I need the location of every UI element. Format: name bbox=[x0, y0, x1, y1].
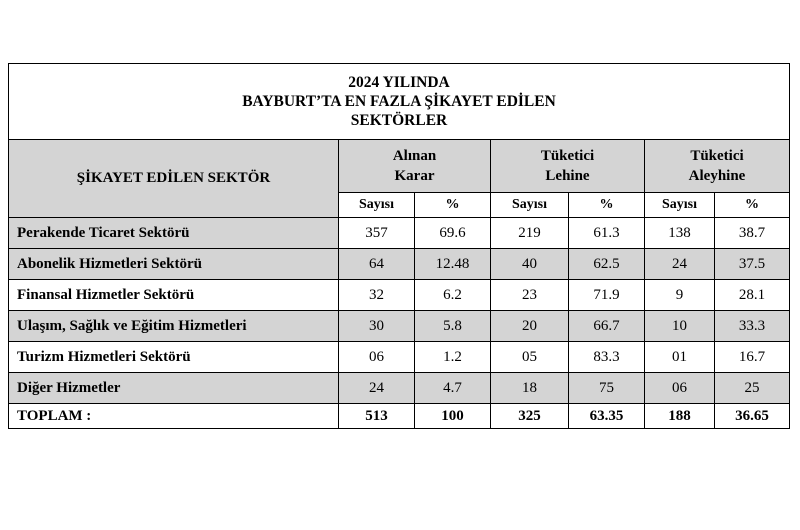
sector-header: ŞİKAYET EDİLEN SEKTÖR bbox=[9, 140, 339, 218]
table-row bbox=[9, 249, 790, 280]
cell-value: 71.9 bbox=[569, 280, 645, 311]
cell-value: 61.3 bbox=[569, 218, 645, 249]
table-row bbox=[9, 342, 790, 373]
cell-value: 62.5 bbox=[569, 249, 645, 280]
count-header: Sayısı bbox=[339, 193, 415, 218]
cell-value: 01 bbox=[645, 342, 715, 373]
cell-value: 32 bbox=[339, 280, 415, 311]
sector-name: Abonelik Hizmetleri Sektörü bbox=[9, 249, 339, 280]
cell-value: 83.3 bbox=[569, 342, 645, 373]
count-header: Sayısı bbox=[645, 193, 715, 218]
total-value: 100 bbox=[415, 404, 491, 429]
cell-value: 33.3 bbox=[715, 311, 790, 342]
table-title bbox=[9, 64, 790, 140]
cell-value: 69.6 bbox=[415, 218, 491, 249]
cell-value: 40 bbox=[491, 249, 569, 280]
sector-name: Diğer Hizmetler bbox=[9, 373, 339, 404]
cell-value: 12.48 bbox=[415, 249, 491, 280]
total-value: 325 bbox=[491, 404, 569, 429]
table-row bbox=[9, 218, 790, 249]
cell-value: 24 bbox=[645, 249, 715, 280]
cell-value: 1.2 bbox=[415, 342, 491, 373]
cell-value: 20 bbox=[491, 311, 569, 342]
cell-value: 30 bbox=[339, 311, 415, 342]
cell-value: 219 bbox=[491, 218, 569, 249]
table-row bbox=[9, 311, 790, 342]
cell-value: 06 bbox=[339, 342, 415, 373]
cell-value: 37.5 bbox=[715, 249, 790, 280]
group-header-decision: Alınan Karar bbox=[339, 140, 491, 193]
cell-value: 38.7 bbox=[715, 218, 790, 249]
cell-value: 6.2 bbox=[415, 280, 491, 311]
cell-value: 138 bbox=[645, 218, 715, 249]
cell-value: 64 bbox=[339, 249, 415, 280]
group-header-against: Tüketici Aleyhine bbox=[645, 140, 790, 193]
cell-value: 357 bbox=[339, 218, 415, 249]
cell-value: 25 bbox=[715, 373, 790, 404]
cell-value: 05 bbox=[491, 342, 569, 373]
title-line-2: BAYBURT’TA EN FAZLA ŞİKAYET EDİLEN bbox=[242, 93, 556, 110]
cell-value: 18 bbox=[491, 373, 569, 404]
cell-value: 28.1 bbox=[715, 280, 790, 311]
cell-value: 06 bbox=[645, 373, 715, 404]
cell-value: 5.8 bbox=[415, 311, 491, 342]
total-value: 63.35 bbox=[569, 404, 645, 429]
sector-name: Ulaşım, Sağlık ve Eğitim Hizmetleri bbox=[9, 311, 339, 342]
sector-name: Perakende Ticaret Sektörü bbox=[9, 218, 339, 249]
percent-header: % bbox=[715, 193, 790, 218]
cell-value: 23 bbox=[491, 280, 569, 311]
cell-value: 24 bbox=[339, 373, 415, 404]
complaints-document bbox=[8, 63, 789, 429]
total-row bbox=[9, 404, 790, 429]
title-line-3: SEKTÖRLER bbox=[350, 112, 448, 129]
percent-header: % bbox=[569, 193, 645, 218]
cell-value: 66.7 bbox=[569, 311, 645, 342]
cell-value: 4.7 bbox=[415, 373, 491, 404]
percent-header: % bbox=[415, 193, 491, 218]
title-line-1: 2024 YILINDA bbox=[348, 74, 450, 91]
count-header: Sayısı bbox=[491, 193, 569, 218]
group-header-favor: Tüketici Lehine bbox=[491, 140, 645, 193]
sector-name: Turizm Hizmetleri Sektörü bbox=[9, 342, 339, 373]
cell-value: 16.7 bbox=[715, 342, 790, 373]
cell-value: 75 bbox=[569, 373, 645, 404]
cell-value: 10 bbox=[645, 311, 715, 342]
table-row bbox=[9, 373, 790, 404]
cell-value: 9 bbox=[645, 280, 715, 311]
total-label: TOPLAM : bbox=[9, 404, 339, 429]
total-value: 188 bbox=[645, 404, 715, 429]
total-value: 36.65 bbox=[715, 404, 790, 429]
complaints-table bbox=[8, 63, 790, 429]
total-value: 513 bbox=[339, 404, 415, 429]
sector-name: Finansal Hizmetler Sektörü bbox=[9, 280, 339, 311]
table-row bbox=[9, 280, 790, 311]
